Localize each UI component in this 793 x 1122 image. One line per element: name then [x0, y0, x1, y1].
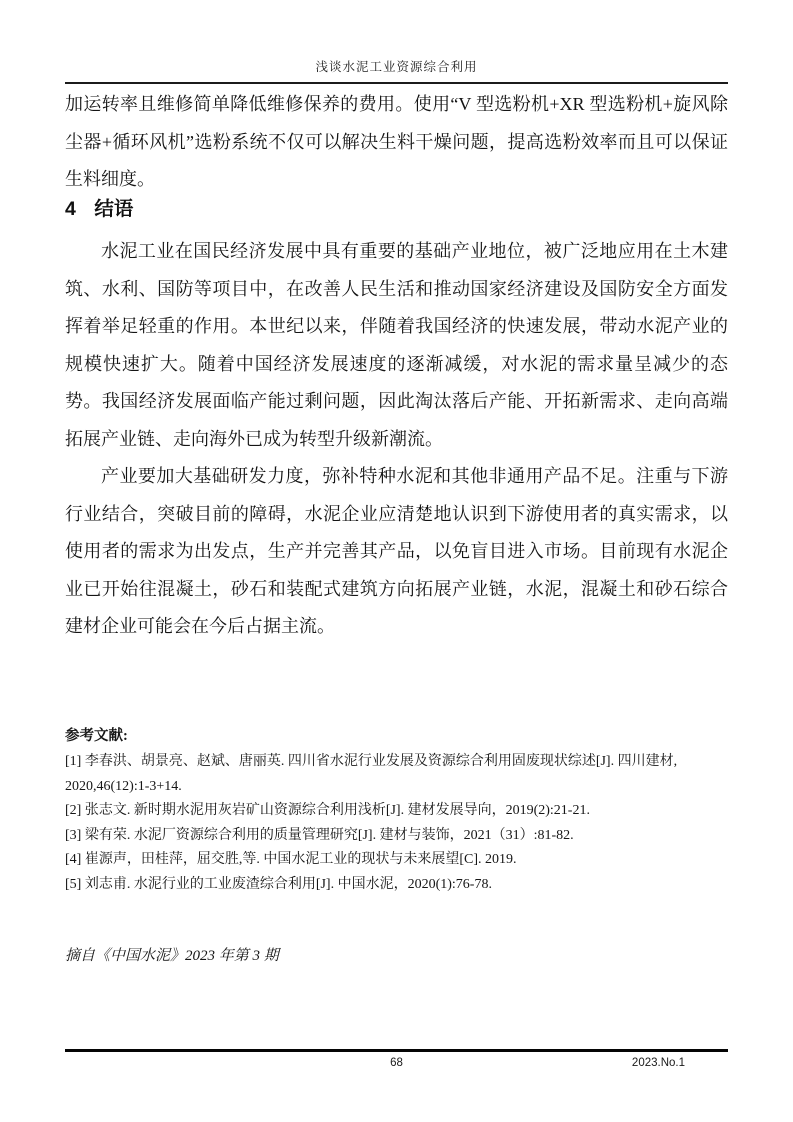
body-paragraph: 水泥工业在国民经济发展中具有重要的基础产业地位，被广泛地应用在土木建筑、水利、国防等项目中，在改善人民生活和推动国家经济建设及国防安全方面发挥着举足轻重的作用。本世纪以来，伴随着我国经济的快速发展，带动水泥产业的规模快速扩大。随着中国经济发展速度的逐渐减缓，对水泥的需求量呈减少的态势。我国经济发展面临产能过剩问题，因此淘汰落后产能、开拓新需求、走向高端拓展产业链、走向海外已成为转型升级新潮流。	[65, 241, 728, 449]
reference-item: [5] 刘志甫. 水泥行业的工业废渣综合利用[J]. 中国水泥，2020(1):76-78.	[65, 876, 492, 892]
references-section	[65, 723, 728, 897]
references-list	[65, 750, 728, 897]
footer-rule	[65, 1049, 728, 1052]
running-head-title: 浅谈水泥工业资源综合利用	[315, 60, 478, 74]
section-heading	[65, 193, 133, 221]
paragraph-continuation: 加运转率且维修简单降低维修保养的费用。使用“V 型选粉机+XR 型选粉机+旋风除尘器+循环风机”选粉系统不仅可以解决生料干燥问题，提高选粉效率而且可以保证生料细度。	[65, 94, 728, 189]
section-number: 4	[65, 198, 76, 220]
section-title: 结语	[94, 198, 134, 220]
reference-item: [1] 李春洪、胡景亮、赵斌、唐丽英. 四川省水泥行业发展及资源综合利用固废现状综述[J]. 四川建材, 2020,46(12):1-3+14.	[65, 754, 678, 794]
issue-label: 2023.No.1	[631, 1057, 685, 1069]
page-number: 68	[390, 1057, 403, 1069]
reference-item: [4] 崔源声，田桂萍，屈交胜,等. 中国水泥工业的现状与未来展望[C]. 2019.	[65, 852, 517, 867]
references-heading: 参考文献:	[65, 728, 128, 744]
reference-item: [3] 梁有荣. 水泥厂资源综合利用的质量管理研究[J]. 建材与装饰，2021（31）:81-82.	[65, 827, 574, 843]
body-paragraph: 产业要加大基础研发力度，弥补特种水泥和其他非通用产品不足。注重与下游行业结合，突破目前的障碍，水泥企业应清楚地认识到下游使用者的真实需求，以使用者的需求为出发点，生产并完善其产品，以免盲目进入市场。目前现有水泥企业已开始往混凝土，砂石和装配式建筑方向拓展产业链，水泥，混凝土和砂石综合建材企业可能会在今后占据主流。	[65, 466, 728, 636]
reference-item: [2] 张志文. 新时期水泥用灰岩矿山资源综合利用浅析[J]. 建材发展导向，2019(2):21-21.	[65, 803, 590, 818]
header-rule	[65, 82, 728, 84]
source-note: 摘自《中国水泥》2023 年第 3 期	[65, 948, 279, 964]
